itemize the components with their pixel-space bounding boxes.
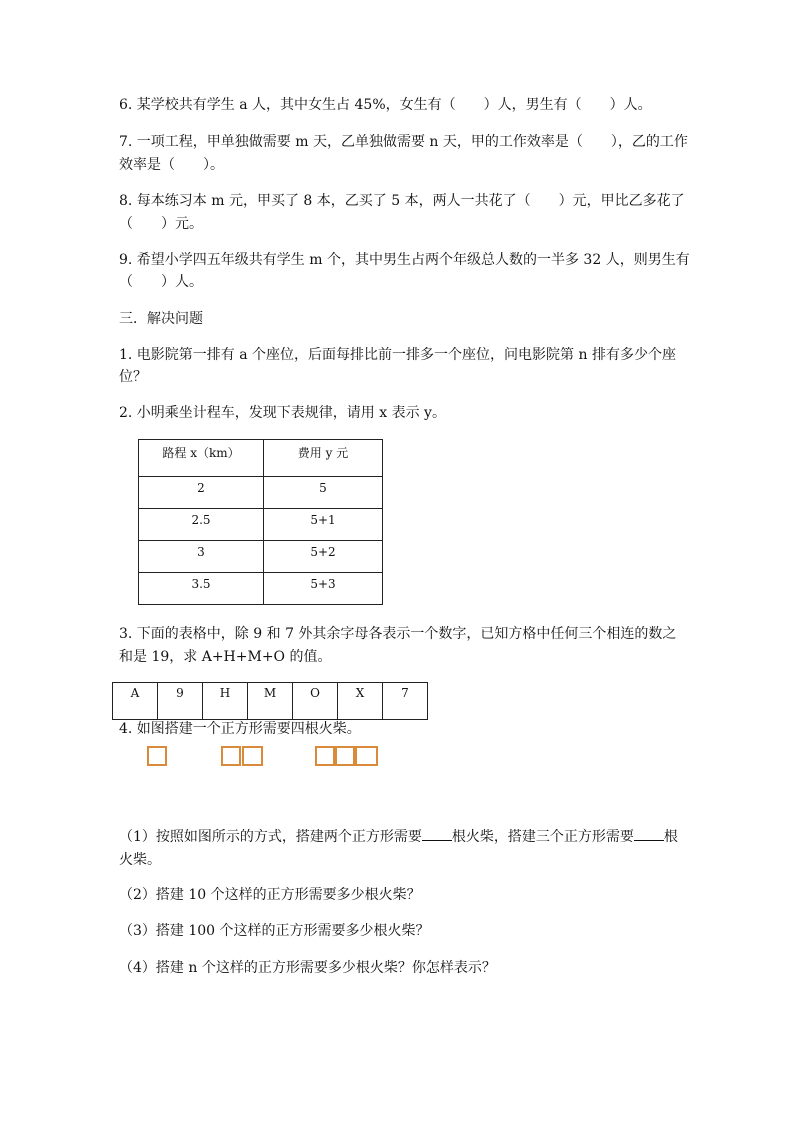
grid-cell: H [203,683,248,720]
matchstick-square [315,746,335,766]
table-cell-distance: 2.5 [139,509,264,541]
answer-blank [422,828,452,841]
matchstick-square [147,746,167,766]
problem-4: 4. 如图搭建一个正方形需要四根火柴。 [119,721,361,737]
grid-cell: 9 [158,683,203,720]
table-row [139,509,383,541]
problem-4-part-1-line2: 火柴。 [119,852,161,868]
grid-cell: X [338,683,383,720]
question-7-line1: 7. 一项工程，甲单独做需要 m 天，乙单独做需要 n 天，甲的工作效率是（ ），乙的工作 [119,134,688,150]
answer-blank [634,828,664,841]
table-row [139,573,383,605]
matchstick-square [221,746,241,766]
problem-1-line2: 位？ [119,369,147,385]
section-heading: 三．解决问题 [119,311,203,327]
question-7-line2: 效率是（ ）。 [119,157,224,173]
problem-4-part-3: （3）搭建 100 个这样的正方形需要多少根火柴？ [119,923,430,939]
table-header-cost: 费用 y 元 [264,440,383,477]
digit-grid [112,682,428,720]
part-1-text-c: 根 [663,829,678,845]
grid-cell: M [248,683,293,720]
table-cell-cost: 5+3 [264,573,383,605]
matchstick-square [242,746,263,766]
problem-1-line1: 1. 电影院第一排有 a 个座位，后面每排比前一排多一个座位，问电影院第 n 排有多少个座 [119,347,676,363]
table-row [139,541,383,573]
matchstick-square [335,746,355,766]
table-cell-cost: 5+1 [264,509,383,541]
part-1-text-b: 根火柴，搭建三个正方形需要 [451,829,634,845]
matchstick-square [355,746,378,766]
question-8-line1: 8. 每本练习本 m 元，甲买了 8 本，乙买了 5 本，两人一共花了（ ）元，甲比乙多花了 [119,193,685,209]
fare-table [138,439,383,605]
part-1-text-a: （1）按照如图所示的方式，搭建两个正方形需要 [119,829,422,845]
question-9-line1: 9. 希望小学四五年级共有学生 m 个，其中男生占两个年级总人数的一半多 32 人，则男生有 [119,252,690,268]
problem-4-part-4: （4）搭建 n 个这样的正方形需要多少根火柴？你怎样表示？ [119,960,496,976]
table-cell-cost: 5 [264,477,383,509]
question-8-line2: （ ）元。 [119,216,203,232]
table-cell-distance: 3 [139,541,264,573]
problem-4-part-2: （2）搭建 10 个这样的正方形需要多少根火柴？ [119,887,421,903]
question-9-line2: （ ）人。 [119,274,203,290]
table-row [139,477,383,509]
problem-3-line2: 和是 19，求 A+H+M+O 的值。 [119,649,332,665]
grid-cell: A [113,683,158,720]
table-header-row [139,440,383,477]
grid-cell: 7 [383,683,428,720]
grid-cell: O [293,683,338,720]
table-header-distance: 路程 x（km） [139,440,264,477]
table-cell-distance: 3.5 [139,573,264,605]
table-cell-distance: 2 [139,477,264,509]
problem-2: 2. 小明乘坐计程车，发现下表规律，请用 x 表示 y。 [119,405,446,421]
digit-grid-row [113,683,428,720]
problem-4-part-1-line1 [119,828,678,846]
question-6: 6. 某学校共有学生 a 人，其中女生占 45%，女生有（ ）人，男生有（ ）人。 [119,97,652,113]
table-cell-cost: 5+2 [264,541,383,573]
problem-3-line1: 3. 下面的表格中，除 9 和 7 外其余字母各表示一个数字，已知方格中任何三个相连的数之 [119,626,677,642]
